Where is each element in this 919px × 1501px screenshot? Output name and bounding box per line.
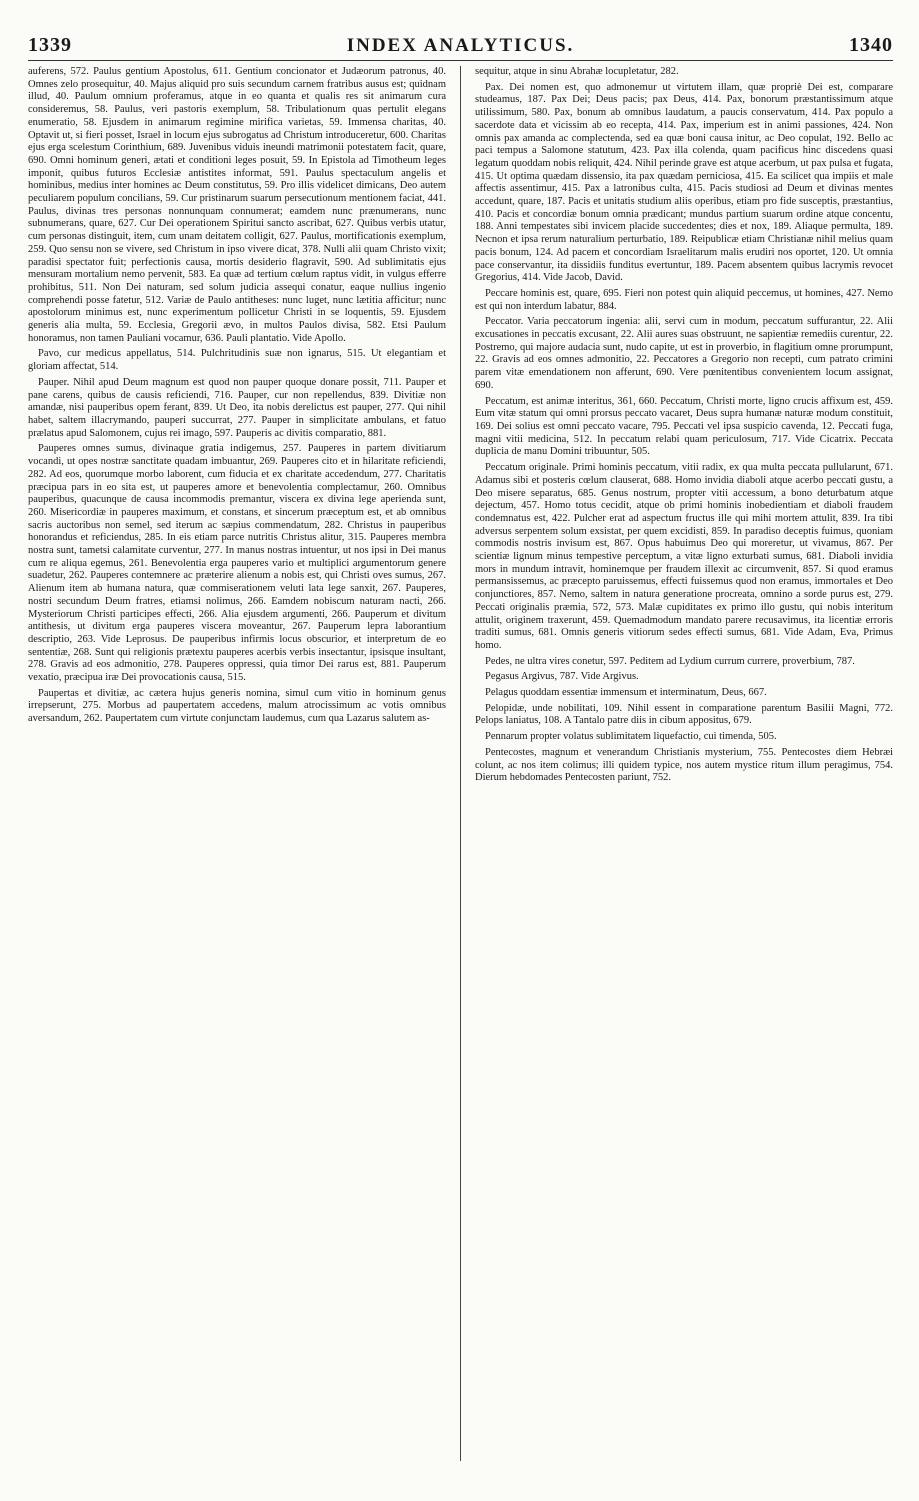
index-entry: Pax. Dei nomen est, quo admonemur ut virtutem illam, quæ propriè Dei est, comparare studeamus, 187. Pax Dei; Deus pacis; pax Deus, 414. Pax, bonorum præstantissimum atque utilissimum, 580. Pax, bonum ab omnibus laudatum, a paucis conservatum, 414. Pax populo a sacerdote data et vicissim ab eo recepta, 414. Pax, imperium est in animi passiones, 424. Non omnis pax amanda ac complectenda, sed ea quæ boni causa initur, ac Deo copulat, 192. Bello ac paci tempus a Salomone statutum, 423. Pax illa colenda, quam pacificus hinc discedens quasi legatum quoddam nobis reliquit, 424. Nihil perinde grave est atque acerbum, ut pax pulsa et fugata, 415. Ut optima quædam dissensio, ita pax quædam perniciosa, 415. Ea scilicet qua impiis et male affectis assentimur, 415. Pax a latronibus culta, 415. Pacis studiosi ad Deum et divinas mentes accedunt, quare, 187. Pacis et unitatis studium aliis operibus, etiam pro fide susceptis, præstantius, 410. Pacis et concordiæ bonum omnia prædicant; mundus partium suarum ordine atque concentu, 188. Anni tempestates sibi invicem placide succedentes; dies et nox, 189. Aliaque permulta, 189. Necnon et ipsa rerum naturalium perturbatio, 189. Reipublicæ etiam Christianæ nihil melius quam pacis bonum, 124. Ad pacem et concordiam Israelitarum malis erudiri nos oportet, 120. Ut omnia pace conservantur, ita dissidiis funditus evertuntur, 189. Pacem absentem quibus lacrymis revocet Gregorius, 414. Vide Jacob, David.	[475, 81, 893, 284]
index-entry: Pentecostes, magnum et venerandum Christianis mysterium, 755. Pentecostes diem Hebræi colunt, ac nos item colimus; illi quidem typice, nos autem mystice ritum illum peragimus, 754. Dierum hebdomades Pentecosten pariunt, 752.	[475, 746, 893, 784]
index-entry: Peccatum originale. Primi hominis peccatum, vitii radix, ex qua multa peccata pullularunt, 671. Adamus sibi et posteris cœlum clauserat, 688. Homo invidia diaboli atque acerbo peccati gustu, a Deo misere separatus, 685. Genus nostrum, propter vitii accessum, a bono deturbatum atque dejectum, 457. Homo totus cecidit, atque ob primi hominis inobedientiam et diaboli fraudem condemnatus est, 422. Pulcher erat ad aspectum fructus ille qui mihi mortem attulit, 839. Ira tibi adversus serpentem solum exsistat, per quem excidisti, 859. In paradiso deceptis fuimus, quoniam commodis nostris invisum est, 867. Opus habuimus Deo qui moreretur, ut vivamus, 867. Per scientiæ lignum minus tempestive perceptum, a vitæ ligno exturbati sumus, 681. Diaboli invidia mors in mundum intravit, hominemque per fraudem illexit ac circumvenit, 857. Si quod eramus permansissemus, ac præcepto paruissemus, effecti fuissemus quod non eramus, immortales et Deo conjunctiores, 857. Nemo, saltem in natura generatione procreata, omnino a sorde purus est, 279. Peccati originalis præmia, 572, 573. Malæ cupiditates ex primo illo gustu, qui nobis interitum attulit, originem traxerunt, 459. Quemadmodum mandato parere recusavimus, ita licentiæ erroris traditi sumus, 681. Omnis generis vitiorum sedes effecti sumus, 681. Vide Adam, Eva, Primus homo.	[475, 462, 893, 651]
two-column-body	[28, 66, 893, 1461]
right-column	[475, 66, 893, 1461]
index-entry: Pedes, ne ultra vires conetur, 597. Peditem ad Lydium currum currere, proverbium, 787.	[485, 655, 855, 667]
index-entry: Peccator. Varia peccatorum ingenia: alii, servi cum in modum, peccatum suffurantur, 22. Alii excusationes in peccatis excusant, 22. Alii aures suas obstruunt, ne sapientiæ remediis curentur, 22. Postremo, qui majore audacia sunt, nudo capite, ut est in proverbio, in flagitium omne prorumpunt, 22. Gravis ad eos omnes admonitio, 22. Peccatores a Gregorio non recepti, cum patrato crimini parem vitæ emendationem non afferunt, 690. Vere pœnitentibus convenientem locum assignat, 690.	[475, 316, 893, 391]
index-entry: Pelopidæ, unde nobilitati, 109. Nihil essent in comparatione parentum Basilii Magni, 772. Pelops laniatus, 108. A Tantalo patre diis in cibum appositus, 679.	[475, 702, 893, 727]
index-entry: Pavo, cur medicus appellatus, 514. Pulchritudinis suæ non ignarus, 515. Ut elegantiam et gloriam affectat, 514.	[28, 348, 446, 373]
header-rule	[28, 60, 893, 61]
index-entry: Pennarum propter volatus sublimitatem liquefactio, cui timenda, 505.	[485, 731, 777, 743]
running-title: INDEX ANALYTICUS.	[346, 35, 575, 56]
index-entry: Pelagus quoddam essentiæ immensum et interminatum, Deus, 667.	[485, 687, 767, 699]
index-entry: Peccatum, est animæ interitus, 361, 660. Peccatum, Christi morte, ligno crucis affixum est, 459. Eum vitæ statum qui omni prorsus peccato vacaret, Deus supra humanæ naturæ modum constituit, 169. Dei solius est omni peccato vacare, 795. Peccati vel ipsa suspicio cavenda, 12. Peccati fuga, magni vitii medicina, 512. In peccatum relabi quam periculosum, 717. Vide Cicatrix. Peccata duplicia de manu Domini tribuuntur, 505.	[475, 395, 893, 458]
page-number-right: 1340	[848, 34, 893, 56]
page-header	[28, 34, 893, 58]
index-entry: Pauperes omnes sumus, divinaque gratia indigemus, 257. Pauperes in partem divitiarum vocandi, ut opes nostræ sanctitate quadam imbuantur, 269. Pauperes cito et in hilaritate reficiendi, 282. Ad eos, quorumque morbo laborent, cum fiducia et ex charitate accedendum, 277. Charitatis præcipua pars in eo sita est, ut pauperes amore et benevolentia complectamur, 260. Omnibus pauperibus, quacunque de causa incommodis premantur, viscera ex divina lege aperienda sunt, 260. Misericordiæ in pauperes maximum, et constans, et sincerum præceptum est, et ab omnibus sacris auctoribus non semel, sed iterum ac sæpius commendatum, 282. Christus in pauperibus honorandus et reficiendus, 285. In eis etiam parce nutritis Christus alitur, 315. Pauperes membra nostra sunt, tametsi calamitate curventur, 277. In manus nostras intuentur, ut nos ipsi in Dei manus cum re aliqua egemus, 261. Benevolentia erga pauperes vario et multiplici argumentorum genere suadetur, 262. Pauperes contemnere ac præterire alienum a nobis est, qui Christi oves sumus, 267. Alienum item ab humana natura, quæ commiserationem veluti lata lege sanxit, 267. Pauperes, nostri secundum Deum fratres, etiamsi nolimus, 266. Eamdem nobiscum naturam nacti, 266. Mysteriorum Christi participes effecti, 266. Alia ejusdem argumenti, 266. Pauperum et divitum antithesis, ut divitum erga pauperes viscera moveantur, 267. Pauperum lepra laborantium descriptio, 263. Vide Leprosus. De pauperibus infirmis locus obscurior, et interpretum de eo sententiæ, 268. Sunt qui religionis prætextu pauperes acerbis verbis insectantur, ipsisque insultant, 278. Gravis ad eos admonitio, 278. Pauperes oppressi, quia timor Dei rarus est, 881. Pauperum vexatio, præcipua iræ Dei provocationis causa, 515.	[28, 443, 446, 684]
column-divider	[460, 66, 461, 1461]
index-entry: auferens, 572. Paulus gentium Apostolus, 611. Gentium concionator et Judæorum patronus, 40. Omnes zelo prosequitur, 40. Majus aliquid pro suis secundum carnem fratribus ausus est; quidnam illud, 40. Paulum omnium proferamus, atque in eo quanta et qualis res sit animarum cura consideremus, 58. Paulus, veri pastoris exemplum, 58. Tribulationum quas pertulit elegans enumeratio, 58. Ejusdem in animarum regimine mirifica varietas, 59. Immensa charitas, 40. Optavit ut, si fieri posset, Israel in locum ejus subrogatus ad Christum introduceretur, 600. Charitas ejus erga scelestum Corinthium, 689. Juvenibus viduis ineundi matrimonii potestatem facit, quare, 690. Omni hominum generi, ætati et conditioni leges posuit, 59. In Epistola ad Timotheum leges imponit, quibus futuros Ecclesiæ antistites informat, 591. Paulus spectaculum angelis et hominibus, medius inter homines ac Deum constitutus, 59. Pro illis videlicet dimicans, Deo autem peculiarem populum concilians, 59. Cur pristinarum suarum persecutionum mentionem faciat, 441. Paulus, divinas tres personas nonnunquam connumerat; eamdem nunc prænumerans, nunc subnumerans, quare, 627. Cur Dei operationem Spiritui sancto ascribat, 627. Quibus verbis utatur, cum personas distinguit, item, cum unam deitatem colligit, 627. Paulus, mortificationis exemplum, 259. Quo sensu non se vivere, sed Christum in ipso vivere dicat, 378. Nulli alii quam Christo vixit; paradisi spectator fuit; perfectionis causa, mortis desiderio flagravit, 590. Ad sublimitatis ejus mensuram mortalium nemo pervenit, 583. Ea quæ ad tertium cœlum raptus vidit, in vulgus efferre prohibitus, 511. Non Dei naturam, sed solum judicia assequi conatur, eaque nullius ingenio comprehendi posse fatetur, 512. Variæ de Paulo antitheses: nunc luget, nunc lætitia afficitur; nunc apostolorum minimus est, nunc experimentum pollicetur Christi in se loquentis, 59. Ejusdem generis alia multa, 59. Ecclesia, Gregorii ævo, in multos Paulos divisa, 582. Etsi Paulum honoramus, non tamen Pauliani vocamur, 636. Pauli plantatio. Vide Apollo.	[28, 66, 446, 344]
index-entry: Peccare hominis est, quare, 695. Fieri non potest quin aliquid peccemus, ut homines, 427. Nemo est qui non interdum labatur, 884.	[475, 287, 893, 312]
index-entry: Pegasus Argivus, 787. Vide Argivus.	[485, 671, 639, 683]
index-entry: Paupertas et divitiæ, ac cætera hujus generis nomina, simul cum vitio in hominum genus irrepserunt, 275. Morbus ad paupertatem accedens, malum atrocissimum ac votis omnibus aversandum, 262. Paupertatem cum virtute conjunctam laudemus, cum qua Lazarus salutem as-	[28, 687, 446, 725]
left-column	[28, 66, 446, 1461]
page-number-left: 1339	[28, 34, 72, 56]
index-entry: sequitur, atque in sinu Abrahæ locupletatur, 282.	[475, 66, 679, 77]
index-entry: Pauper. Nihil apud Deum magnum est quod non pauper quoque donare possit, 711. Pauper et pane carens, quibus de causis reficiendi, 716. Pauper, cur non repellendus, 839. Divitiæ non amandæ, nisi pauperibus opem ferant, 839. Ut Deo, ita nobis derelictus est pauper, 277. Qui nihil habet, saltem illacrymando, pauperi succurrat, 277. Pauper in simplicitate ambulans, et fatuo prælatus apud Salomonem, cujus rei imago, 597. Pauperis ac divitis comparatio, 881.	[28, 376, 446, 439]
